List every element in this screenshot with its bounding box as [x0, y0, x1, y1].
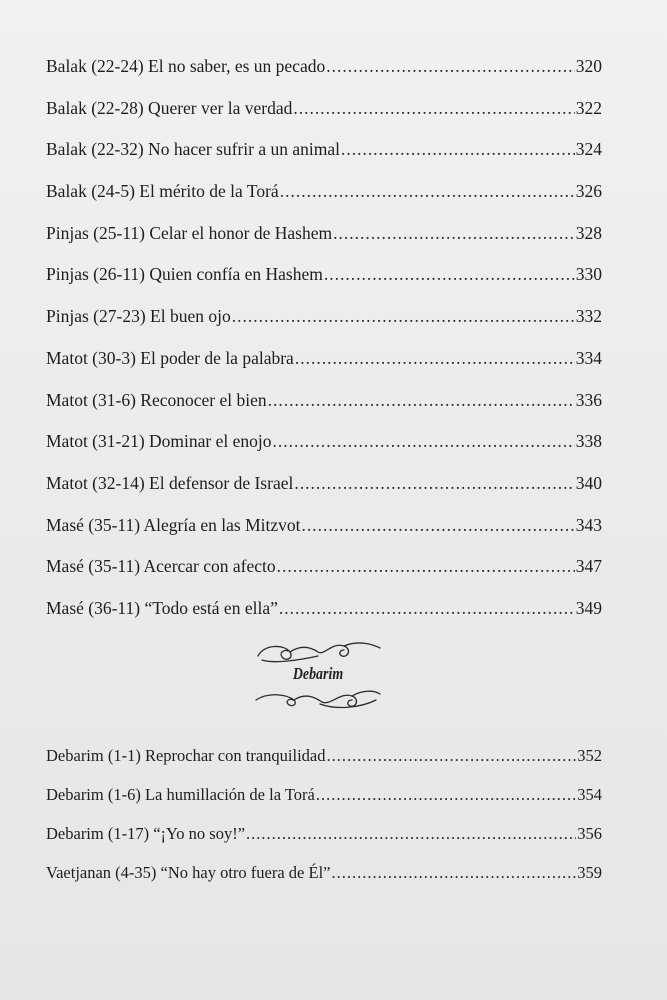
- toc-entry-page: 326: [575, 181, 602, 202]
- toc-entry: [46, 546, 602, 588]
- table-of-contents-debarim: [46, 736, 602, 892]
- leader-dots: [273, 421, 575, 463]
- toc-entry-title: Matot (30-3) El poder de la palabra: [46, 347, 294, 368]
- toc-entry: [46, 380, 602, 422]
- toc-entry-title: Matot (31-6) Reconocer el bien: [46, 389, 267, 410]
- leader-dots: [246, 814, 576, 853]
- leader-dots: [326, 736, 576, 775]
- toc-entry-page: 332: [575, 306, 602, 327]
- leader-dots: [277, 546, 575, 588]
- leader-dots: [232, 296, 575, 338]
- toc-entry-title: Debarim (1-6) La humillación de la Torá: [46, 785, 315, 804]
- toc-entry: [46, 88, 602, 130]
- toc-entry-title: Balak (22-28) Querer ver la verdad: [46, 97, 293, 118]
- leader-dots: [333, 213, 575, 255]
- toc-entry: [46, 254, 602, 296]
- leader-dots: [326, 46, 575, 88]
- toc-entry-title: Masé (36-11) “Todo está en ella”: [46, 597, 278, 618]
- toc-entry-page: 324: [575, 139, 602, 160]
- toc-entry: [46, 853, 602, 892]
- leader-dots: [302, 505, 575, 547]
- toc-entry: [46, 814, 602, 853]
- leader-dots: [279, 588, 575, 630]
- leader-dots: [268, 380, 575, 422]
- toc-entry-title: Balak (22-24) El no saber, es un pecado: [46, 56, 326, 76]
- toc-entry: [46, 46, 602, 88]
- toc-entry: [46, 213, 602, 255]
- toc-entry-page: 340: [575, 472, 602, 493]
- toc-entry-page: 359: [577, 863, 602, 882]
- toc-entry-page: 343: [575, 514, 602, 535]
- toc-entry-title: Balak (24-5) El mérito de la Torá: [46, 181, 279, 202]
- toc-entry-title: Matot (31-21) Dominar el enojo: [46, 431, 272, 452]
- toc-entry-title: Pinjas (26-11) Quien confía en Hashem: [46, 264, 323, 285]
- toc-entry-page: 347: [575, 556, 602, 577]
- toc-entry-page: 356: [577, 824, 602, 843]
- toc-entry: [46, 463, 602, 505]
- toc-entry: [46, 171, 602, 213]
- toc-entry-page: 320: [575, 56, 602, 76]
- leader-dots: [324, 254, 575, 296]
- leader-dots: [294, 463, 574, 505]
- leader-dots: [280, 171, 575, 213]
- leader-dots: [341, 129, 575, 171]
- toc-entry: [46, 296, 602, 338]
- leader-dots: [316, 775, 576, 814]
- toc-entry-page: 322: [575, 97, 602, 118]
- toc-entry-page: 352: [577, 746, 602, 765]
- toc-entry-title: Masé (35-11) Acercar con afecto: [46, 556, 276, 577]
- toc-entry-title: Pinjas (27-23) El buen ojo: [46, 306, 231, 327]
- leader-dots: [295, 338, 575, 380]
- toc-entry-page: 334: [575, 347, 602, 368]
- table-of-contents-balak-mase: [46, 46, 602, 630]
- toc-entry-title: Masé (35-11) Alegría en las Mitzvot: [46, 514, 301, 535]
- leader-dots: [293, 88, 574, 130]
- leader-dots: [332, 853, 577, 892]
- toc-entry: [46, 588, 602, 630]
- toc-entry-page: 336: [575, 389, 602, 410]
- toc-entry: [46, 129, 602, 171]
- toc-entry-title: Balak (22-32) No hacer sufrir a un animal: [46, 139, 340, 160]
- toc-entry: [46, 338, 602, 380]
- toc-entry: [46, 505, 602, 547]
- toc-entry: [46, 775, 602, 814]
- toc-entry-title: Debarim (1-17) “¡Yo no soy!”: [46, 824, 246, 843]
- toc-entry-page: 338: [575, 431, 602, 452]
- toc-entry-title: Matot (32-14) El defensor de Israel: [46, 472, 294, 493]
- section-heading-debarim: Debarim: [292, 664, 344, 683]
- toc-entry-title: Pinjas (25-11) Celar el honor de Hashem: [46, 222, 333, 243]
- toc-entry-page: 349: [575, 597, 602, 618]
- toc-entry-page: 354: [577, 785, 602, 804]
- toc-entry-title: Vaetjanan (4-35) “No hay otro fuera de Él”: [46, 863, 331, 882]
- toc-entry-page: 330: [575, 264, 602, 285]
- toc-entry: [46, 736, 602, 775]
- toc-entry-title: Debarim (1-1) Reprochar con tranquilidad: [46, 746, 326, 765]
- toc-entry: [46, 421, 602, 463]
- toc-entry-page: 328: [575, 222, 602, 243]
